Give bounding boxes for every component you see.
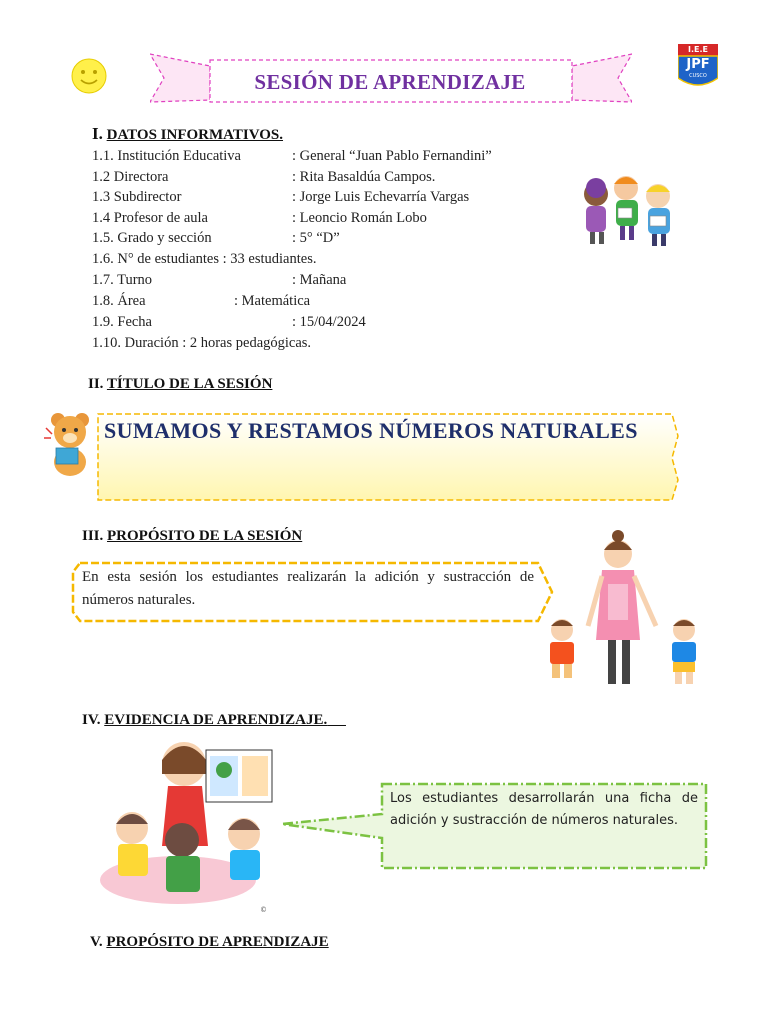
section-label: PROPÓSITO DE APRENDIZAJE: [106, 934, 329, 950]
datos-label: 1.3 Subdirector: [92, 189, 182, 205]
logo-top-text: I.E.E: [688, 45, 708, 54]
teacher-with-children-illustration: [536, 530, 712, 694]
datos-row: [92, 189, 181, 206]
section-label: PROPÓSITO DE LA SESIÓN: [107, 528, 303, 544]
datos-value: : Mañana: [292, 272, 347, 288]
datos-label: 1.6. N° de estudiantes: [92, 251, 220, 267]
section-heading-titulo: [88, 376, 272, 393]
section-heading-evidencia: [82, 712, 346, 729]
logo-text: JPF: [686, 57, 710, 72]
datos-value: : 5° “D”: [292, 230, 340, 246]
section-numeral: II.: [88, 376, 104, 392]
section-heading-proposito-sesion: [82, 528, 302, 545]
section-numeral: III.: [82, 528, 104, 544]
datos-label: 1.7. Turno: [92, 272, 153, 288]
datos-label: 1.10. Duración: [92, 335, 179, 351]
page-title: SESIÓN DE APRENDIZAJE: [254, 70, 526, 94]
section-label: DATOS INFORMATIVOS.: [106, 127, 284, 143]
school-logo: [678, 44, 718, 90]
section-numeral: V.: [90, 934, 103, 950]
datos-value: : 2 horas pedagógicas.: [182, 335, 312, 351]
section-label: EVIDENCIA DE APRENDIZAJE.: [104, 712, 328, 728]
teacher-reading-to-children-illustration: [98, 734, 278, 914]
teddy-bear-icon: [42, 408, 98, 478]
session-title: SUMAMOS Y RESTAMOS NÚMEROS NATURALES: [104, 418, 638, 443]
datos-value: : General “Juan Pablo Fernandini”: [292, 148, 492, 164]
datos-value: : 15/04/2024: [292, 314, 366, 330]
datos-row: [92, 272, 152, 289]
logo-sub-text: CUSCO: [689, 73, 707, 79]
datos-label: 1.5. Grado y sección: [92, 230, 212, 246]
purpose-text: En esta sesión los estudiantes realizarán la adición y sustracción de números naturales.: [82, 569, 534, 608]
datos-label: 1.9. Fecha: [92, 314, 152, 330]
datos-label: 1.4 Profesor de aula: [92, 210, 208, 226]
datos-label: 1.2 Directora: [92, 169, 169, 185]
section-numeral: I.: [92, 124, 103, 143]
smiley-icon: [70, 57, 108, 95]
datos-row: [92, 314, 152, 331]
section-heading-proposito-aprendizaje: [90, 934, 329, 951]
datos-value: : Rita Basaldúa Campos.: [292, 169, 436, 185]
datos-row: [92, 169, 169, 186]
datos-row: [92, 335, 311, 352]
section-heading-datos: [92, 124, 283, 144]
section-label: TÍTULO DE LA SESIÓN: [106, 376, 273, 392]
datos-label: 1.1. Institución Educativa: [92, 148, 241, 164]
datos-value: : 33 estudiantes.: [222, 251, 317, 267]
datos-value: : Jorge Luis Echevarría Vargas: [292, 189, 470, 205]
datos-value: : Leoncio Román Lobo: [292, 210, 427, 226]
datos-row: [92, 148, 241, 165]
section-numeral: IV.: [82, 712, 101, 728]
svg-text:©: ©: [260, 906, 267, 914]
datos-row: [92, 210, 208, 227]
datos-row: [92, 251, 316, 268]
evidence-text: Los estudiantes desarrollarán una ficha de adición y sustracción de números naturales.: [390, 791, 698, 828]
datos-row: [92, 230, 212, 247]
datos-row: [92, 293, 146, 310]
datos-label: 1.8. Área: [92, 293, 146, 309]
children-reading-illustration: [574, 168, 684, 248]
datos-value: : Matemática: [234, 293, 311, 309]
